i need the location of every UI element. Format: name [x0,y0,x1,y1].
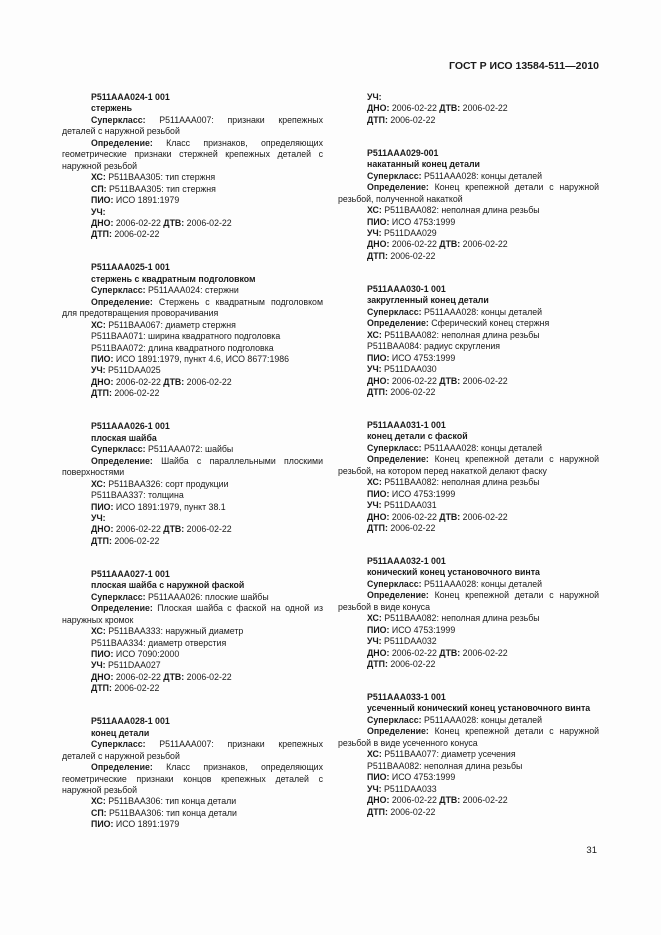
field-value: P511BAA082: неполная длина резьбы [381,613,540,624]
entry-id: P511AAA033-1 001 [367,691,446,702]
field-label: Суперкласс: [91,739,146,750]
field-label: ДТВ: [163,376,185,387]
field-value: 2006-02-22 [111,229,160,240]
field-label: ДТП: [91,535,112,546]
entry-block [338,556,599,671]
entry-line: P511BAA084: радиус скругления [367,341,501,352]
entry-field [62,172,323,183]
field-value: P511DAA032 [381,636,437,647]
field-label: ДТП: [367,659,388,670]
field-value: ИСО 1891:1979, пункт 4.6, ИСО 8677:1986 [113,354,290,365]
field-label: ДТВ: [439,103,461,114]
entry-field [338,636,599,647]
field-label: ДТВ: [439,511,461,522]
field-label: ХС: [367,749,382,760]
entry-field [62,195,323,206]
entry-field [338,115,599,126]
field-label: ПИО: [367,624,390,635]
field-value: Стержень с квадратным подголовком для предотвращения проворачивания [62,296,323,319]
entry-field [62,660,323,671]
field-value: ИСО 4753:1999 [389,352,456,363]
field-value: P511BAA077: диаметр усечения [381,749,516,760]
field-label: ХС: [91,626,106,637]
entry-id: P511AAA026-1 001 [91,421,170,432]
field-value: 2006-02-22 [111,683,160,694]
field-value: 2006-02-22 [389,103,440,114]
field-value: 2006-02-22 [389,511,440,522]
field-value: P511AAA026: плоские шайбы [145,591,269,602]
field-label: ПИО: [367,772,390,783]
field-label: ПИО: [91,819,114,830]
entry-field [338,807,599,818]
field-value: 2006-02-22 [387,659,436,670]
entry-block [62,262,323,399]
field-value: 2006-02-22 [387,523,436,533]
field-value: 2006-02-22 [111,388,160,399]
entry-line: P511BAA334: диаметр отверстия [91,637,227,648]
entry-field [62,285,323,296]
entry-field [338,307,599,318]
field-label: Определение: [91,603,153,614]
entry-dates [338,648,599,659]
page-number: 31 [586,845,597,856]
entry-field [62,115,323,138]
field-value: P511AAA028: концы деталей [421,170,543,181]
entry-field [62,626,323,637]
field-value: Сферический конец стержня [428,318,550,329]
field-label: ПИО: [367,352,390,363]
entry-field [62,649,323,660]
entry-dates [62,672,323,683]
entry-field [338,579,599,590]
entry-block [62,569,323,695]
field-value: ИСО 1891:1979 [113,819,180,830]
field-label: УЧ: [367,228,382,239]
entry-field [338,205,599,216]
entry-field [62,739,323,762]
field-value: 2006-02-22 [387,250,436,261]
entry-field [62,456,323,479]
entry-dates [338,512,599,523]
field-value: 2006-02-22 [113,671,164,682]
entry-dates [62,377,323,388]
field-value: P511BAA305: тип стержня [105,172,216,183]
field-value: P511AAA072: шайбы [145,444,234,455]
entry-id: P511AAA024-1 001 [91,92,170,102]
entry-field [338,92,599,103]
entry-block [62,92,323,241]
field-label: ДНО: [91,376,114,387]
field-value: 2006-02-22 [113,376,164,387]
entry-field [338,477,599,488]
entry-field [62,762,323,796]
entry-field [338,182,599,205]
field-value: P511AAA028: концы деталей [421,578,543,589]
field-label: ДНО: [367,375,390,386]
field-value: 2006-02-22 [111,535,160,546]
entry-field [62,819,323,830]
field-value: 2006-02-22 [184,524,232,535]
field-value: P511BAA082: неполная длина резьбы [381,329,540,340]
entry-field [338,500,599,511]
entry-dates [338,103,599,114]
field-value: P511DAA031 [381,500,437,511]
entry-field [62,513,323,524]
field-value: P511BAA306: тип конца детали [105,796,237,807]
field-value: 2006-02-22 [389,647,440,658]
field-label: Определение: [367,454,429,465]
entry-title: конический конец установочного винта [367,567,540,578]
field-label: ДТП: [91,683,112,694]
entry-title: плоская шайба [91,432,157,443]
field-label: ХС: [91,478,106,489]
entry-field [62,502,323,513]
entry-field [62,444,323,455]
entry-dates [338,376,599,387]
field-value: 2006-02-22 [184,217,232,228]
entry-line: P511BAA337: толщина [91,490,184,501]
field-value: ИСО 4753:1999 [389,488,456,499]
page-header: ГОСТ Р ИСО 13584-511—2010 [449,60,599,72]
field-value: 2006-02-22 [113,217,164,228]
field-value: P511AAA028: концы деталей [421,442,543,453]
field-value: 2006-02-22 [460,375,508,386]
entry-field [62,207,323,218]
field-label: УЧ: [367,636,382,647]
field-label: УЧ: [367,364,382,375]
field-label: Определение: [367,726,429,737]
entry-field [62,592,323,603]
entry-field [338,613,599,624]
field-value: Конец крепежной детали с наружной резьбой в виде конуса [338,590,599,612]
field-label: ДТВ: [439,375,461,386]
field-label: ПИО: [91,195,114,206]
entry-title: стержень с квадратным подголовком [91,273,256,284]
field-label: Определение: [367,182,429,193]
entry-line: P511BAA071: ширина квадратного подголовка [91,331,281,342]
field-value: P511DAA033 [381,783,437,794]
field-value: P511DAA025 [105,365,161,376]
entry-title: накатанный конец детали [367,159,480,170]
field-value: P511AAA007: признаки крепежных деталей с наружной резьбой [62,739,323,761]
entry-field [338,171,599,182]
field-label: ДТВ: [439,647,461,658]
entry-field [338,659,599,670]
entry-id: P511AAA025-1 001 [91,262,170,273]
field-value: P511DAA029 [381,228,437,239]
field-value: 2006-02-22 [460,239,508,250]
entry-dates [62,524,323,535]
field-value: P511AAA028: концы деталей [421,714,543,725]
entry-field [62,796,323,807]
field-value: P511BAA067: диаметр стержня [105,319,236,330]
field-value: ИСО 1891:1979 [113,195,180,206]
entry-field [62,536,323,547]
field-label: УЧ: [91,512,106,523]
field-label: ДТП: [91,388,112,399]
field-value: 2006-02-22 [389,239,440,250]
entry-field [338,217,599,228]
entry-id: P511AAA032-1 001 [367,555,446,566]
field-label: Суперкласс: [367,442,422,453]
field-label: ХС: [91,172,106,183]
entry-field [62,297,323,320]
field-value: P511AAA024: стержни [145,285,239,296]
entry-field [62,354,323,365]
field-label: ДТП: [367,114,388,125]
field-label: Определение: [91,762,153,773]
field-label: ДТВ: [163,671,185,682]
field-label: ДНО: [91,524,114,535]
entry-title: усеченный конический конец установочного винта [367,703,591,714]
field-value: 2006-02-22 [389,795,440,806]
entry-field [338,330,599,341]
entry-field [62,138,323,172]
field-label: ДТП: [367,386,388,397]
entry-field [338,715,599,726]
entry-field [338,749,599,760]
field-label: Суперкласс: [91,285,146,296]
field-value: 2006-02-22 [184,376,232,387]
field-value: P511AAA007: признаки крепежных деталей с наружной резьбой [62,114,323,137]
field-value: ИСО 4753:1999 [389,624,456,635]
entry-block [62,421,323,547]
field-label: ДНО: [367,647,390,658]
field-label: УЧ: [367,92,382,102]
field-label: Суперкласс: [367,306,422,317]
field-value: Класс признаков, определяющих геометрические признаки стержней крепежных деталей с наружной резьбой [62,137,323,171]
entry-dates [338,795,599,806]
entry-field [62,603,323,626]
field-label: СП: [91,807,107,818]
entry-block [338,284,599,399]
field-label: Определение: [367,590,429,601]
entry-field [62,320,323,331]
entry-block [338,148,599,263]
entry-id: P511AAA027-1 001 [91,568,170,579]
field-label: ДТВ: [439,795,461,806]
entry-field [338,443,599,454]
entry-field [338,251,599,262]
field-value: 2006-02-22 [460,647,508,658]
entry-field [338,772,599,783]
entry-id: P511AAA029-001 [367,147,439,158]
field-label: ДНО: [91,671,114,682]
field-value: P511BAA326: сорт продукции [105,478,229,489]
field-label: Суперкласс: [367,578,422,589]
field-label: ХС: [367,329,382,340]
field-label: ДТП: [367,250,388,261]
field-value: P511DAA027 [105,660,161,671]
field-label: ДТП: [91,229,112,240]
entry-field [338,318,599,329]
field-value: ИСО 1891:1979, пункт 38.1 [113,501,226,512]
field-value: P511BAA082: неполная длина резьбы [381,477,540,488]
right-column [338,92,599,839]
entry-field [338,364,599,375]
entry-dates [338,239,599,250]
field-value: P511DAA030 [381,364,437,375]
entry-id: P511AAA030-1 001 [367,283,446,294]
field-value: Шайба с параллельными плоскими поверхностями [62,455,323,478]
entry-line: P511BAA082: неполная длина резьбы [367,760,523,771]
entry-dates [62,218,323,229]
field-label: Суперкласс: [367,170,422,181]
field-label: ДНО: [367,795,390,806]
entry-title: конец детали [91,727,150,738]
entry-field [62,808,323,819]
field-value: P511BAA306: тип конца детали [106,807,237,818]
field-value: P511AAA028: концы деталей [421,306,543,317]
entry-field [338,784,599,795]
field-value: Плоская шайба с фаской на одной из наружных кромок [62,603,323,625]
field-label: ХС: [367,613,382,624]
entry-field [338,387,599,398]
field-value: 2006-02-22 [460,103,508,114]
field-label: ПИО: [367,216,390,227]
field-label: ДНО: [91,217,114,228]
field-label: Определение: [91,137,153,148]
field-label: Суперкласс: [91,114,146,125]
field-label: ДНО: [367,239,390,250]
field-value: 2006-02-22 [387,806,436,817]
entry-block [338,92,599,126]
field-label: СП: [91,183,107,194]
field-value: 2006-02-22 [387,114,436,125]
field-label: Суперкласс: [91,591,146,602]
field-value: Конец крепежной детали с наружной резьбой, полученной накаткой [338,182,599,204]
field-label: Суперкласс: [367,714,422,725]
entry-block [338,692,599,818]
field-value: Конец крепежной детали с наружной резьбой в виде усеченного конуса [338,726,599,748]
entry-id: P511AAA031-1 001 [367,419,446,430]
field-label: ДТП: [367,523,388,533]
field-label: ДТВ: [163,217,185,228]
field-value: 2006-02-22 [460,511,508,522]
field-label: ХС: [367,205,382,216]
field-value: P511BAA333: наружный диаметр [105,626,244,637]
field-label: ДНО: [367,103,390,114]
entry-field [62,683,323,694]
field-label: ПИО: [91,501,114,512]
field-value: ИСО 4753:1999 [389,216,456,227]
entry-field [338,454,599,477]
field-label: Определение: [367,318,429,329]
entry-id: P511AAA028-1 001 [91,716,170,727]
entry-field [338,726,599,749]
field-label: Определение: [91,455,153,466]
field-value: 2006-02-22 [113,524,164,535]
entry-field [62,229,323,240]
entry-field [62,388,323,399]
field-label: УЧ: [367,500,382,511]
field-label: ПИО: [91,648,114,659]
entry-field [62,184,323,195]
entry-field [338,523,599,534]
entry-title: плоская шайба с наружной фаской [91,580,245,591]
field-label: ДТВ: [163,524,185,535]
entry-field [62,479,323,490]
entry-field [338,489,599,500]
entry-field [338,228,599,239]
field-value: P511BAA305: тип стержня [106,183,216,194]
field-label: Суперкласс: [91,444,146,455]
field-label: ХС: [91,319,106,330]
entry-block [338,420,599,535]
field-value: ИСО 7090:2000 [113,648,180,659]
left-column [62,92,323,852]
field-label: УЧ: [91,365,106,376]
field-label: УЧ: [367,783,382,794]
field-value: Класс признаков, определяющих геометрические признаки концов крепежных деталей с наружной резьбой [62,762,323,796]
field-label: ПИО: [91,354,114,365]
field-label: ДНО: [367,511,390,522]
field-value: 2006-02-22 [460,795,508,806]
field-value: ИСО 4753:1999 [389,772,456,783]
field-value: 2006-02-22 [389,375,440,386]
entry-line: P511BAA072: длина квадратного подголовка [91,342,274,353]
field-label: Определение: [91,296,153,307]
entry-field [338,353,599,364]
field-value: P511BAA082: неполная длина резьбы [381,205,540,216]
entry-field [62,365,323,376]
field-label: УЧ: [91,206,106,217]
entry-title: закругленный конец детали [367,295,489,306]
entry-title: конец детали с фаской [367,431,468,442]
field-label: ПИО: [367,488,390,499]
field-value: 2006-02-22 [387,386,436,397]
entry-title: стержень [91,103,133,114]
field-value: 2006-02-22 [184,671,232,682]
field-label: ХС: [91,796,106,807]
field-label: ДТП: [367,806,388,817]
entry-field [338,590,599,613]
entry-block [62,716,323,831]
field-label: ХС: [367,477,382,488]
entry-field [338,625,599,636]
field-value: Конец крепежной детали с наружной резьбой, на котором перед накаткой делают фаску [338,454,599,476]
field-label: УЧ: [91,660,106,671]
field-label: ДТВ: [439,239,461,250]
